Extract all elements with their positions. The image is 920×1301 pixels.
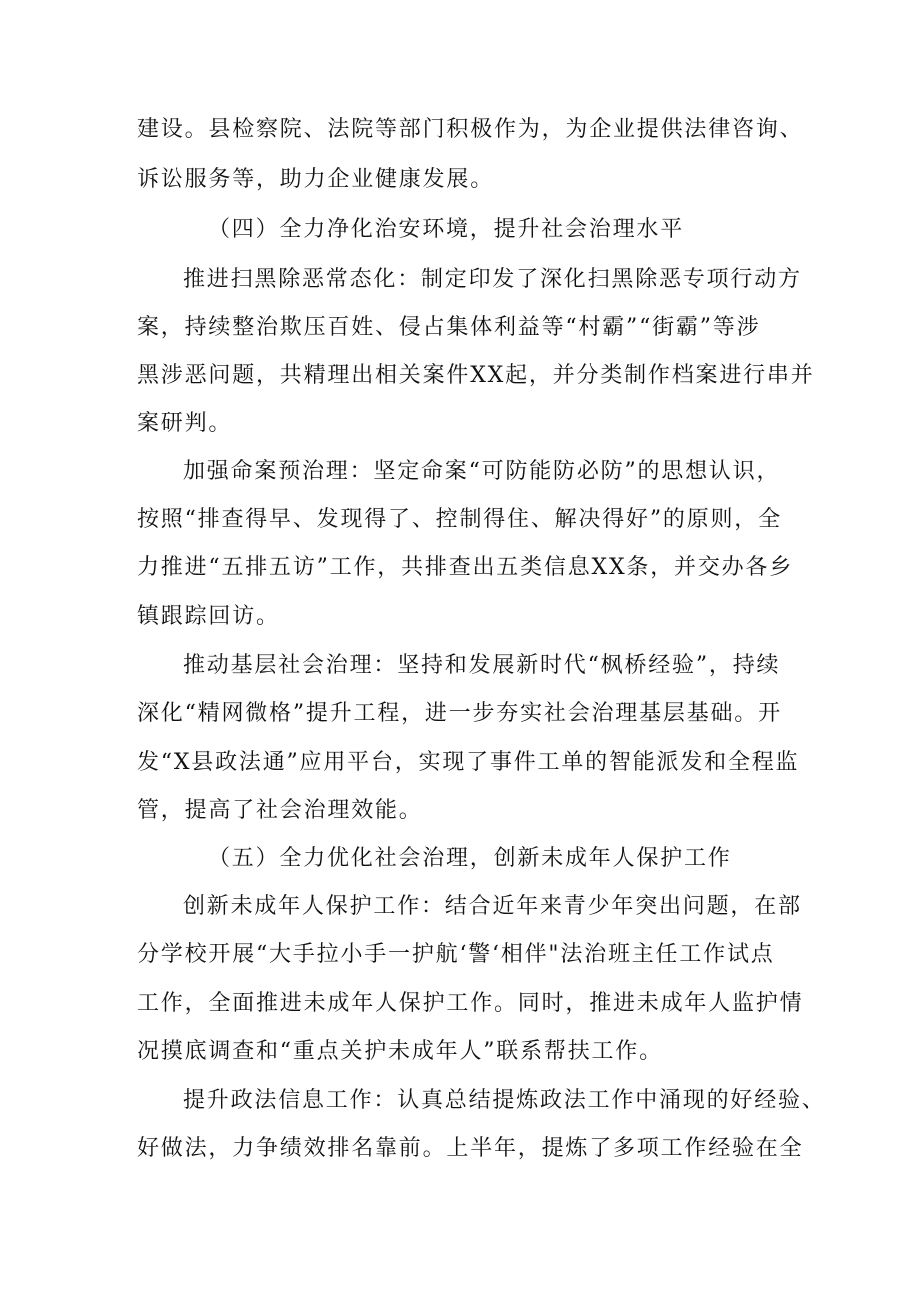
paragraph-line: 发“X县政法通”应用平台，实现了事件工单的智能派发和全程监	[137, 750, 800, 775]
paragraph-line: 推动基层社会治理：坚持和发展新时代“枫桥经验”，持续	[183, 653, 781, 678]
paragraph-line: 建设。县检察院、法院等部门积极作为，为企业提供法律咨询、	[137, 117, 804, 142]
paragraph-line: 推进扫黑除恶常态化：制定印发了深化扫黑除恶专项行动方	[183, 267, 802, 292]
section-heading-5: （五）全力优化社会治理，创新未成年人保护工作	[208, 846, 732, 871]
paragraph-line: 案，持续整治欺压百姓、侵占集体利益等“村霸”“街霸”等涉	[137, 315, 761, 340]
paragraph-line: 深化“精网微格”提升工程，进一步夯实社会治理基层基础。开	[137, 701, 782, 726]
paragraph-line: 诉讼服务等，助力企业健康发展。	[137, 167, 495, 192]
paragraph-line: 按照“排查得早、发现得了、控制得住、解决得好”的原则，全	[137, 507, 782, 532]
paragraph-line: 镇跟踪回访。	[137, 604, 280, 629]
paragraph-line: 力推进“五排五访”工作，共排查出五类信息XX条，并交办各乡	[137, 555, 794, 580]
paragraph-line: 工作，全面推进未成年人保护工作。同时，推进未成年人监护情	[137, 991, 804, 1016]
paragraph-line: 加强命案预治理：坚定命案“可防能防必防”的思想认识，	[183, 459, 781, 484]
paragraph-line: 提升政法信息工作：认真总结提炼政法工作中涌现的好经验、	[183, 1088, 826, 1113]
paragraph-line: 管，提高了社会治理效能。	[137, 798, 423, 823]
paragraph-line: 好做法，力争绩效排名靠前。上半年，提炼了多项工作经验在全	[137, 1136, 804, 1161]
paragraph-line: 案研判。	[137, 411, 233, 436]
paragraph-line: 况摸底调查和“重点关护未成年人”联系帮扶工作。	[137, 1039, 663, 1064]
paragraph-line: 创新未成年人保护工作：结合近年来青少年突出问题，在部	[183, 894, 802, 919]
paragraph-line: 黑涉恶问题，共精理出相关案件XX起，并分类制作档案进行串并	[137, 363, 815, 388]
section-heading-4: （四）全力净化治安环境，提升社会治理水平	[208, 217, 685, 242]
paragraph-line: 分学校开展“大手拉小手一护航‘警‘相伴"法治班主任工作试点	[137, 942, 775, 967]
